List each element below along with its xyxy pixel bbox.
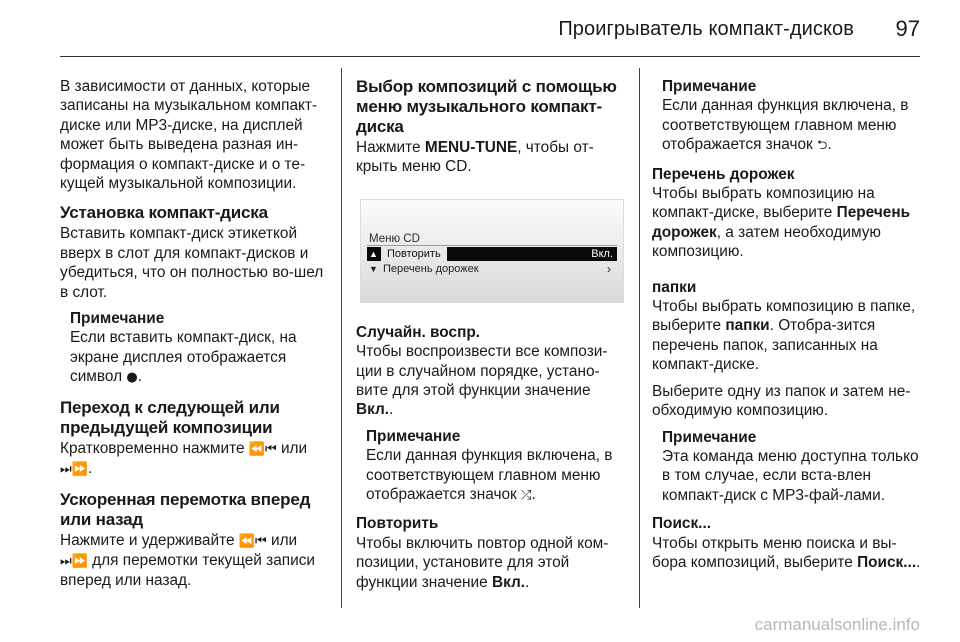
or-text: или — [270, 531, 298, 549]
ff-text-b: для перемотки текущей записи вперед или назад. — [60, 551, 316, 590]
column-1 — [60, 77, 328, 598]
shuffle-text — [356, 342, 626, 420]
page-number: 97 — [895, 16, 920, 41]
search-text — [652, 534, 922, 573]
repeat-icon: ⮌ — [817, 138, 828, 154]
menu-item-track-list[interactable] — [367, 262, 617, 276]
note-text: Если данная функция включена, в соответствующем главном меню отображается значок — [662, 97, 909, 154]
skip-track-text — [60, 439, 328, 480]
track-list-text — [652, 184, 922, 262]
column-2 — [356, 77, 626, 599]
repeat-text — [356, 534, 626, 592]
note-text: Если вставить компакт-диск, на экране дисплея отображается символ — [70, 329, 297, 386]
cd-menu-heading: Выбор композиций с помощью меню музыкального компакт-диска — [356, 77, 617, 136]
folders-text-c: Выберите одну из папок и затем не-обходимую композицию. — [652, 382, 911, 420]
skip-end: . — [87, 460, 93, 478]
note-text: Эта команда меню доступна только в том случае, если вста-влен компакт-диск с MP3-фай-лами. — [662, 447, 919, 504]
seek-forward-icon: ⏭⏩ — [60, 553, 88, 569]
search-end: . — [916, 553, 921, 571]
folders-heading: папки — [652, 278, 697, 296]
shuffle-body: Чтобы воспроизвести все компози-ции в случайном порядке, устано-вите для этой функции значение — [356, 343, 608, 400]
menu-item-repeat[interactable] — [367, 247, 617, 261]
ff-text-a: Нажмите и удерживайте — [60, 531, 235, 549]
shuffle-note — [356, 427, 626, 506]
page-header — [0, 0, 960, 58]
folders-text-b: . Отобра-зится перечень папок, записанных на компакт-диске. — [652, 317, 878, 374]
search-option: Поиск... — [857, 553, 917, 571]
screen-divider — [367, 245, 617, 246]
repeat-body: Чтобы включить повтор одной ком-позиции, установите для этой функции значение — [356, 534, 609, 591]
seek-back-icon: ⏪⏮ — [248, 441, 277, 457]
track-list-text-a: Чтобы выбрать композицию на компакт-диске, выберите — [652, 185, 875, 222]
shuffle-heading: Случайн. воспр. — [356, 323, 481, 341]
seek-forward-icon: ⏭⏩ — [60, 462, 88, 478]
mp3-note — [652, 428, 922, 506]
note-title: Примечание — [366, 427, 461, 445]
folders-text — [652, 297, 922, 375]
cd-menu-text-b: , чтобы от-крыть меню CD. — [356, 139, 594, 176]
insert-cd-text: Вставить компакт-диск этикеткой вверх в слот для компакт-дисков и убедиться, что он полностью во-шел в слот. — [60, 225, 324, 301]
note-end: . — [827, 136, 832, 154]
note-title: Примечание — [662, 428, 757, 446]
page-title: Проигрыватель компакт-дисков — [558, 18, 854, 40]
scroll-up-icon: ▲ — [369, 248, 378, 259]
or-text: или — [280, 439, 308, 457]
note-text: Если данная функция включена, в соответствующем главном меню отображается значок — [366, 447, 613, 504]
search-body: Чтобы открыть меню поиска и вы-бора композиций, выберите — [652, 534, 897, 571]
folders-text-a: Чтобы выбрать композицию в папке, выберите — [652, 298, 916, 335]
search-heading: Поиск... — [652, 515, 712, 533]
shuffle-end: . — [389, 401, 394, 419]
watermark: carmanualsonline.info — [754, 615, 920, 634]
menu-tune-label: MENU-TUNE — [424, 139, 518, 156]
intro-paragraph: В зависимости от данных, которые записаны на музыкальном компакт-диске или MP3-диске, на дисплей может быть выведена разная ин-формация о компакт-диске и о те-кущей музыкальной композиции. — [60, 78, 318, 193]
track-list-text-b: , а затем необходимую композицию. — [652, 223, 881, 261]
menu-item-label: Повторить — [381, 247, 447, 261]
repeat-note — [652, 77, 922, 156]
shuffle-icon: ⤮ — [521, 488, 532, 504]
fast-forward-heading: Ускоренная перемотка вперед или назад — [60, 489, 311, 529]
column-divider-1 — [341, 68, 342, 608]
note-title: Примечание — [70, 310, 165, 328]
header-divider — [60, 56, 920, 57]
column-divider-2 — [639, 68, 640, 608]
skip-text: Кратковременно нажмите — [60, 439, 245, 457]
cd-menu-text — [356, 138, 626, 177]
menu-item-value: Вкл. — [591, 247, 613, 260]
shuffle-value: Вкл. — [356, 401, 390, 419]
seek-back-icon: ⏪⏮ — [238, 533, 267, 549]
repeat-value: Вкл. — [492, 573, 526, 591]
repeat-heading: Повторить — [356, 515, 439, 533]
note-title: Примечание — [662, 78, 757, 95]
track-list-heading: Перечень дорожек — [652, 165, 795, 183]
screen-title: Меню CD — [369, 232, 420, 245]
repeat-end: . — [525, 573, 530, 591]
scroll-down-icon: ▼ — [369, 263, 378, 274]
track-list-option: Перечень дорожек — [652, 204, 911, 241]
column-3 — [652, 77, 922, 579]
chevron-right-icon: › — [607, 261, 611, 276]
folders-option: папки — [725, 317, 770, 335]
cd-menu-screen — [360, 199, 624, 303]
skip-track-heading: Переход к следующей или предыдущей композиции — [60, 397, 280, 437]
cd-inserted-icon: ● — [126, 370, 138, 386]
note-end: . — [531, 486, 536, 504]
cd-menu-text-a: Нажмите — [356, 139, 421, 156]
fast-forward-text — [60, 531, 328, 591]
insert-cd-note: Примечание Если вставить компакт-диск, на экране дисплея отображается символ ●. — [60, 309, 328, 388]
insert-cd-heading: Установка компакт-диска — [60, 203, 268, 223]
menu-item-label: Перечень дорожек — [383, 262, 479, 275]
